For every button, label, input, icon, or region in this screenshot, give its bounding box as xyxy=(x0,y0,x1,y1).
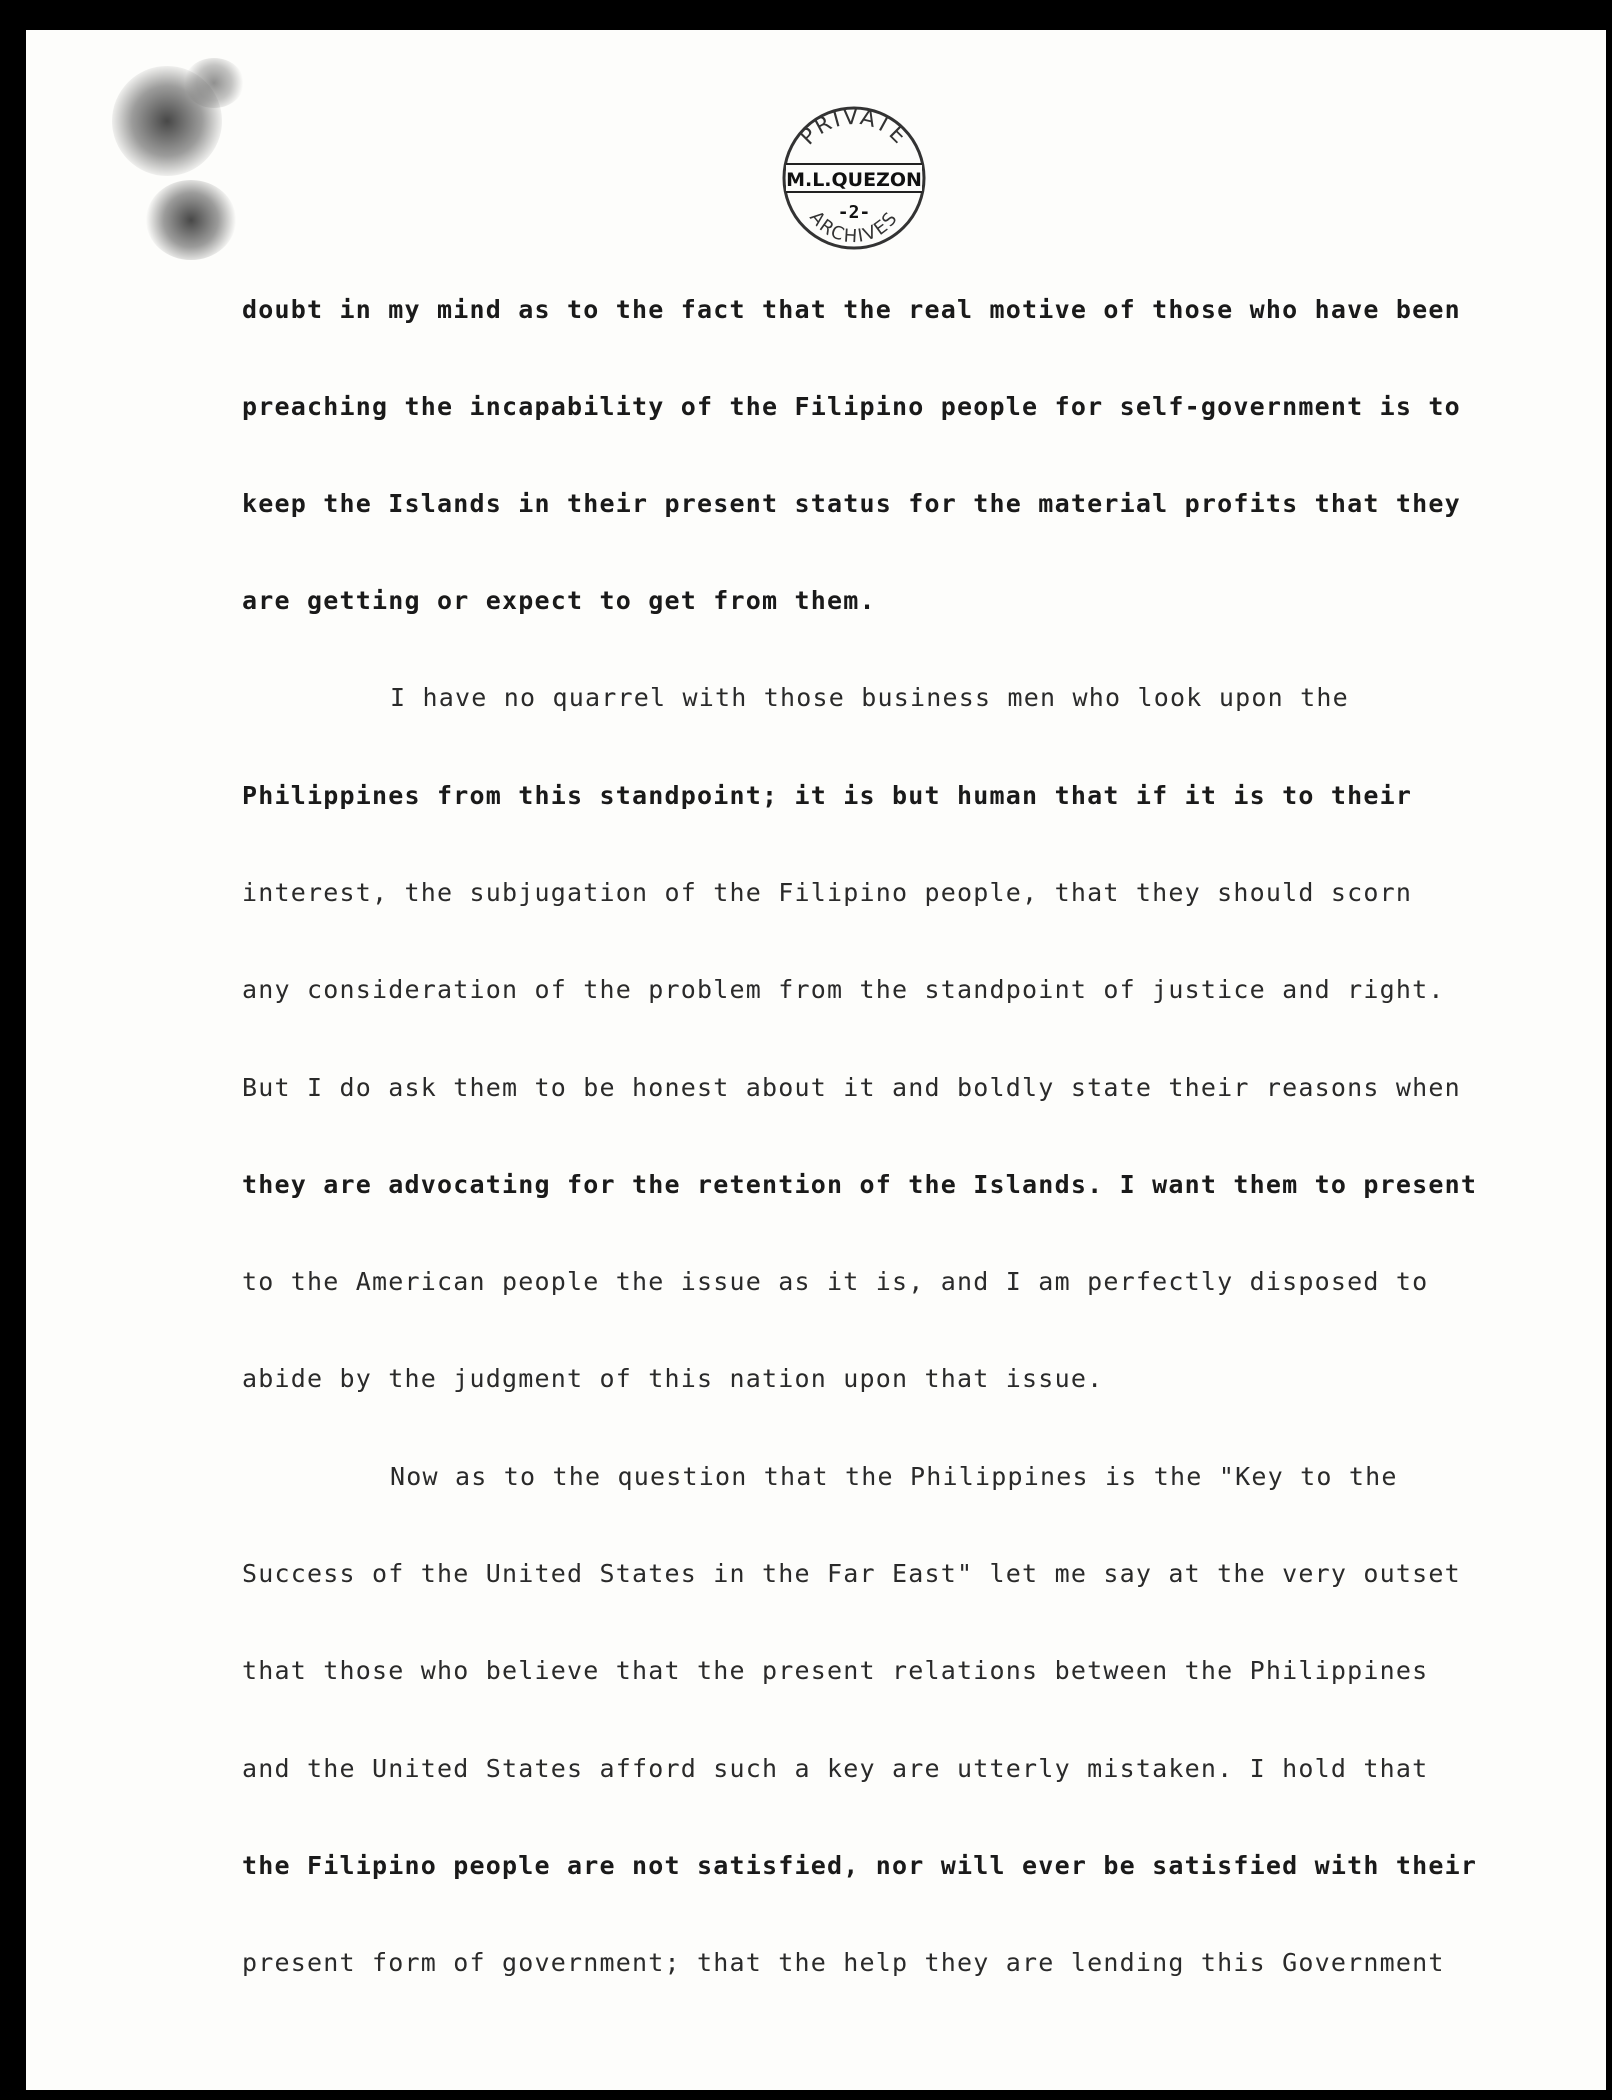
text-line: any consideration of the problem from the standpoint of justice and right. xyxy=(242,975,1445,1004)
text-line: Success of the United States in the Far East" let me say at the very outset xyxy=(242,1559,1461,1588)
text-line: to the American people the issue as it is, and I am perfectly disposed to xyxy=(242,1267,1429,1296)
stamp-top-text: PRIVATE xyxy=(795,104,913,151)
ink-smudge xyxy=(184,58,244,108)
text-line: But I do ask them to be honest about it and boldly state their reasons when xyxy=(242,1073,1461,1102)
text-line: and the United States afford such a key are utterly mistaken. I hold that xyxy=(242,1754,1429,1783)
text-line: are getting or expect to get from them. xyxy=(242,586,876,615)
ink-smudge xyxy=(146,180,236,260)
archive-stamp xyxy=(778,102,930,254)
text-line: Now as to the question that the Philippines is the "Key to the xyxy=(390,1462,1398,1491)
text-line: present form of government; that the help they are lending this Government xyxy=(242,1948,1445,1977)
text-line: I have no quarrel with those business men who look upon the xyxy=(390,683,1349,712)
page-number: -2- xyxy=(837,202,871,223)
text-line: that those who believe that the present relations between the Philippines xyxy=(242,1656,1429,1685)
text-line: interest, the subjugation of the Filipino people, that they should scorn xyxy=(242,878,1413,907)
text-line: preaching the incapability of the Filipino people for self-government is to xyxy=(242,392,1461,421)
document-page xyxy=(26,30,1606,2090)
text-line: the Filipino people are not satisfied, nor will ever be satisfied with their xyxy=(242,1851,1478,1880)
svg-text:PRIVATE xyxy=(795,105,912,150)
text-line: keep the Islands in their present status for the material profits that they xyxy=(242,489,1461,518)
text-line: they are advocating for the retention of the Islands. I want them to present xyxy=(242,1170,1478,1199)
text-line: Philippines from this standpoint; it is but human that if it is to their xyxy=(242,781,1413,810)
text-line: doubt in my mind as to the fact that the real motive of those who have been xyxy=(242,295,1461,324)
text-line: abide by the judgment of this nation upon that issue. xyxy=(242,1364,1104,1393)
stamp-bottom-text: ARCHIVES xyxy=(805,207,903,248)
stamp-center-text: M.L.QUEZON xyxy=(786,169,922,191)
